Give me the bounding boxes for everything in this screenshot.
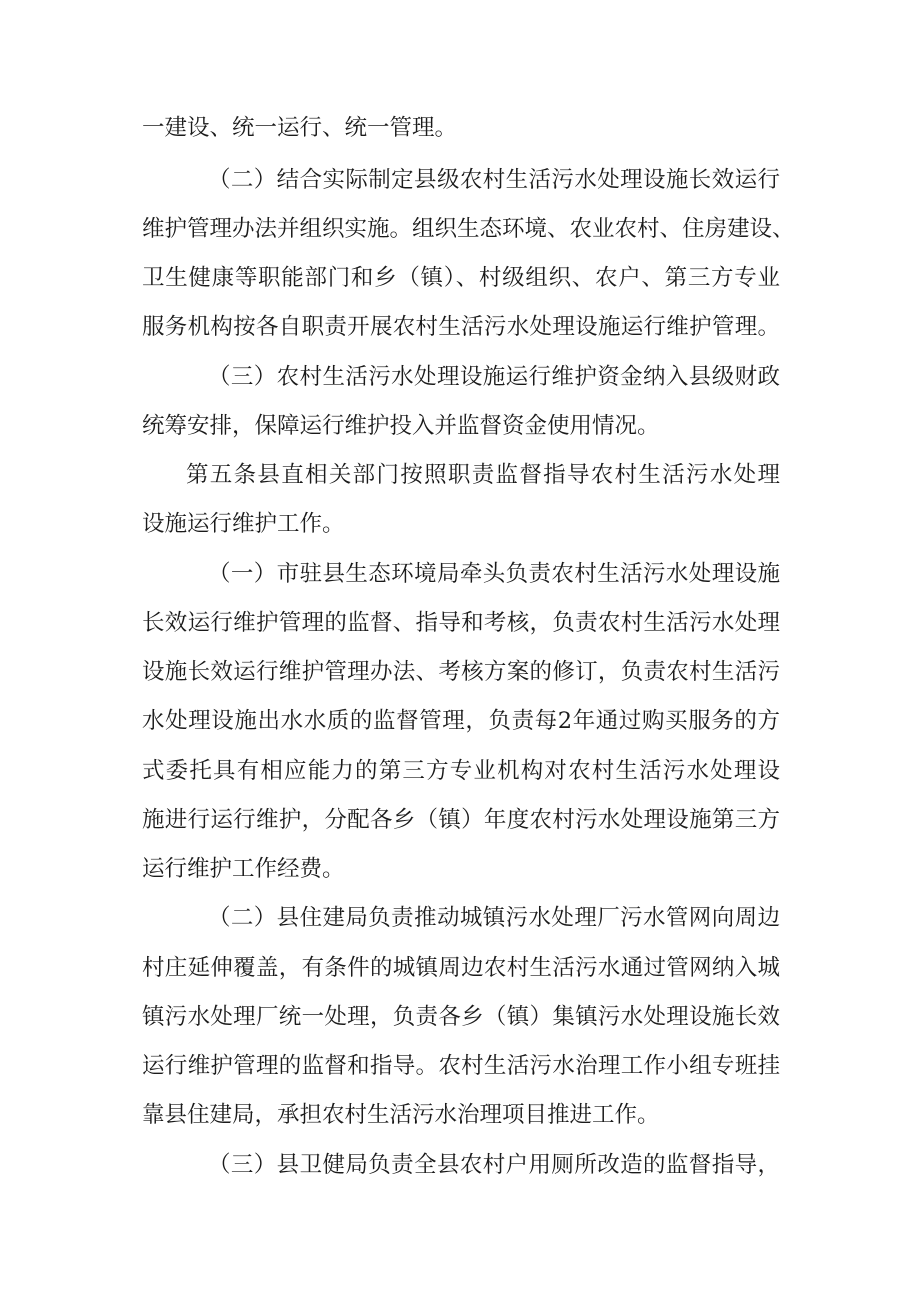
text-line: 统筹安排，保障运行维护投入并监督资金使用情况。 (142, 413, 660, 439)
text-line: （三）县卫健局负责全县农村户用厕所改造的监督指导， (208, 1152, 780, 1178)
text-line: 一建设、统一运行、统一管理。 (142, 115, 458, 141)
text-line: 村庄延伸覆盖，有条件的城镇周边农村生活污水通过管网纳入城 (142, 955, 780, 981)
text-line: （三）农村生活污水处理设施运行维护资金纳入县级财政 (208, 364, 780, 390)
text-line: （二）县住建局负责推动城镇污水处理厂污水管网向周边 (208, 905, 780, 931)
text-line: 设施运行维护工作。 (142, 511, 345, 537)
text-line: 长效运行维护管理的监督、指导和考核，负责农村生活污水处理 (142, 610, 780, 636)
text-line: 式委托具有相应能力的第三方专业机构对农村生活污水处理设 (142, 758, 780, 784)
text-line: 第五条县直相关部门按照职责监督指导农村生活污水处理 (186, 462, 780, 488)
text-line: 运行维护工作经费。 (142, 856, 345, 882)
text-line: 靠县住建局，承担农村生活污水治理项目推进工作。 (142, 1102, 660, 1128)
text-line: 设施长效运行维护管理办法、考核方案的修订，负责农村生活污 (142, 659, 780, 685)
text-line: 水处理设施出水水质的监督管理，负责每2年通过购买服务的方 (142, 708, 780, 734)
text-line: 运行维护管理的监督和指导。农村生活污水治理工作小组专班挂 (142, 1053, 780, 1079)
text-line: 卫生健康等职能部门和乡（镇）、村级组织、农户、第三方专业 (142, 265, 780, 291)
text-line: 服务机构按各自职责开展农村生活污水处理设施运行维护管理。 (142, 314, 780, 340)
text-line: （一）市驻县生态环境局牵头负责农村生活污水处理设施 (208, 561, 780, 587)
text-line: 维护管理办法并组织实施。组织生态环境、农业农村、住房建设、 (142, 216, 795, 242)
text-line: 施进行运行维护，分配各乡（镇）年度农村污水处理设施第三方 (142, 807, 780, 833)
text-line: 镇污水处理厂统一处理，负责各乡（镇）集镇污水处理设施长效 (142, 1004, 780, 1030)
text-line: （二）结合实际制定县级农村生活污水处理设施长效运行 (208, 167, 780, 193)
